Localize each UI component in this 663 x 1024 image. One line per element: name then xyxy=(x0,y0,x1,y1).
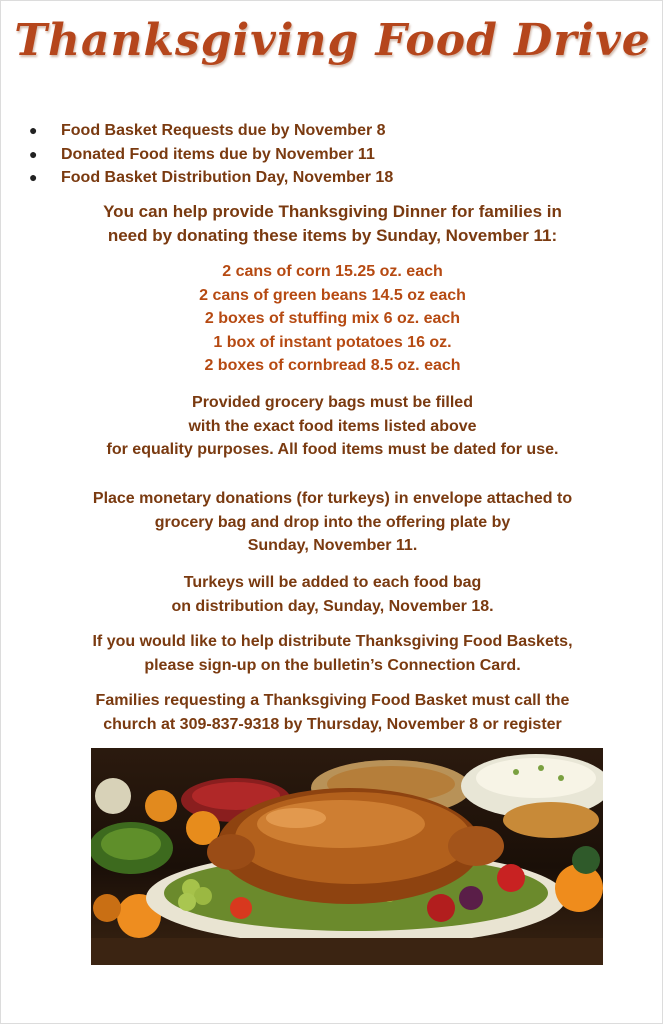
bullet-icon: ● xyxy=(29,169,38,185)
list-item: 2 cans of green beans 14.5 oz each xyxy=(199,286,466,304)
volunteer-note: If you would like to help distribute Thanksgiving Food Baskets, please sign-up on the bulletin’s Connection Card. xyxy=(92,633,573,674)
families-note: Families requesting a Thanksgiving Food Basket must call the church at 309-837-9318 by Thursday, November 8 or register xyxy=(95,692,570,733)
list-item: 1 box of instant potatoes 16 oz. xyxy=(213,333,452,351)
list-item: 2 boxes of stuffing mix 6 oz. each xyxy=(204,310,461,327)
turkey-dinner-illustration xyxy=(91,748,603,965)
bullet-icon: ● xyxy=(29,145,38,162)
list-item: ● Food Basket Requests due by November 8 xyxy=(29,119,393,143)
list-item: ● Donated Food items due by November 11 xyxy=(29,143,393,167)
flyer-title: Thanksgiving Food Drive xyxy=(14,15,651,66)
monetary-donations-note: Place monetary donations (for turkeys) in envelope attached to grocery bag and drop into the offering plate by Sunday, November 11. xyxy=(92,490,573,554)
intro-paragraph: You can help provide Thanksgiving Dinner for families in need by donating these items by Sunday, November 11: xyxy=(103,202,562,245)
list-item: 2 boxes of cornbread 8.5 oz. each xyxy=(204,357,461,374)
turkey-dinner-photo xyxy=(91,748,603,965)
turkeys-note: Turkeys will be added to each food bag on distribution day, Sunday, November 18. xyxy=(171,574,494,615)
bullet-icon: ● xyxy=(29,122,38,138)
donation-items-list xyxy=(1,260,663,378)
grocery-bags-note: Provided grocery bags must be filled with the exact food items listed above for equality purposes. All food items must be dated for use. xyxy=(106,394,559,458)
list-item: 2 cans of corn 15.25 oz. each xyxy=(222,263,443,280)
key-dates-list xyxy=(29,119,393,190)
list-item: ● Food Basket Distribution Day, November 18 xyxy=(29,166,393,190)
